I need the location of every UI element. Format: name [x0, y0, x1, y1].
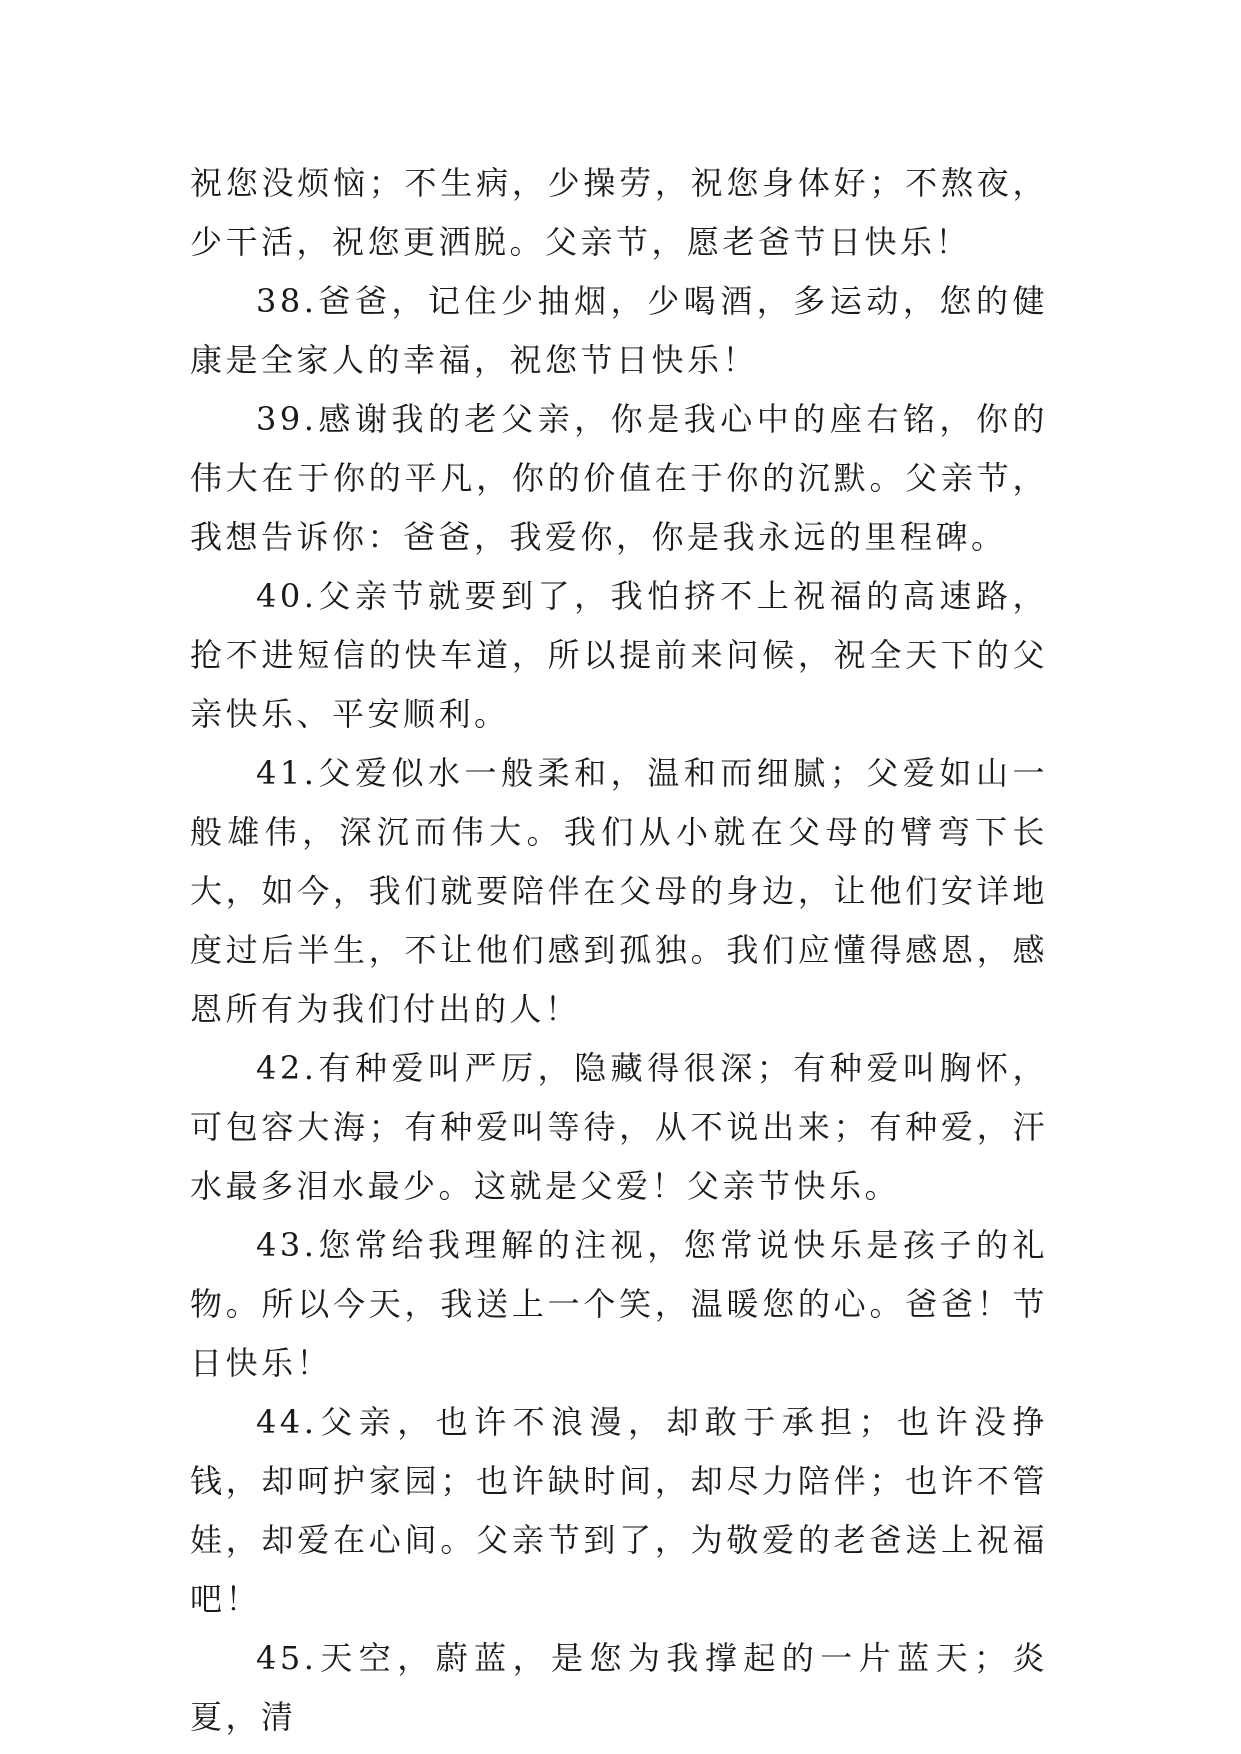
- paragraph-44: 44.父亲，也许不浪漫，却敢于承担；也许没挣钱，却呵护家园；也许缺时间，却尽力陪伴；也许不管娃，却爱在心间。父亲节到了，为敬爱的老爸送上祝福吧！: [190, 1403, 1048, 1618]
- paragraph-41: 41.父爱似水一般柔和，温和而细腻；父爱如山一般雄伟，深沉而伟大。我们从小就在父母的臂弯下长大，如今，我们就要陪伴在父母的身边，让他们安详地度过后半生，不让他们感到孤独。我们应懂得感恩，感恩所有为我们付出的人！: [190, 754, 1048, 1028]
- document-body: [190, 154, 1048, 1747]
- paragraph-continuation: 祝您没烦恼；不生病，少操劳，祝您身体好；不熬夜，少干活，祝您更洒脱。父亲节，愿老爸节日快乐！: [190, 164, 1048, 261]
- paragraph-42: 42.有种爱叫严厉，隐藏得很深；有种爱叫胸怀，可包容大海；有种爱叫等待，从不说出来；有种爱，汗水最多泪水最少。这就是父爱！父亲节快乐。: [190, 1049, 1048, 1205]
- paragraph-38: 38.爸爸，记住少抽烟，少喝酒，多运动，您的健康是全家人的幸福，祝您节日快乐！: [190, 282, 1048, 379]
- paragraph-40: 40.父亲节就要到了，我怕挤不上祝福的高速路，抢不进短信的快车道，所以提前来问候，祝全天下的父亲快乐、平安顺利。: [190, 577, 1048, 733]
- paragraph-45: 45.天空，蔚蓝，是您为我撑起的一片蓝天；炎夏，清: [190, 1639, 1048, 1736]
- paragraph-39: 39.感谢我的老父亲，你是我心中的座右铭，你的伟大在于你的平凡，你的价值在于你的沉默。父亲节，我想告诉你：爸爸，我爱你，你是我永远的里程碑。: [190, 400, 1048, 556]
- paragraph-43: 43.您常给我理解的注视，您常说快乐是孩子的礼物。所以今天，我送上一个笑，温暖您的心。爸爸！节日快乐！: [190, 1226, 1048, 1382]
